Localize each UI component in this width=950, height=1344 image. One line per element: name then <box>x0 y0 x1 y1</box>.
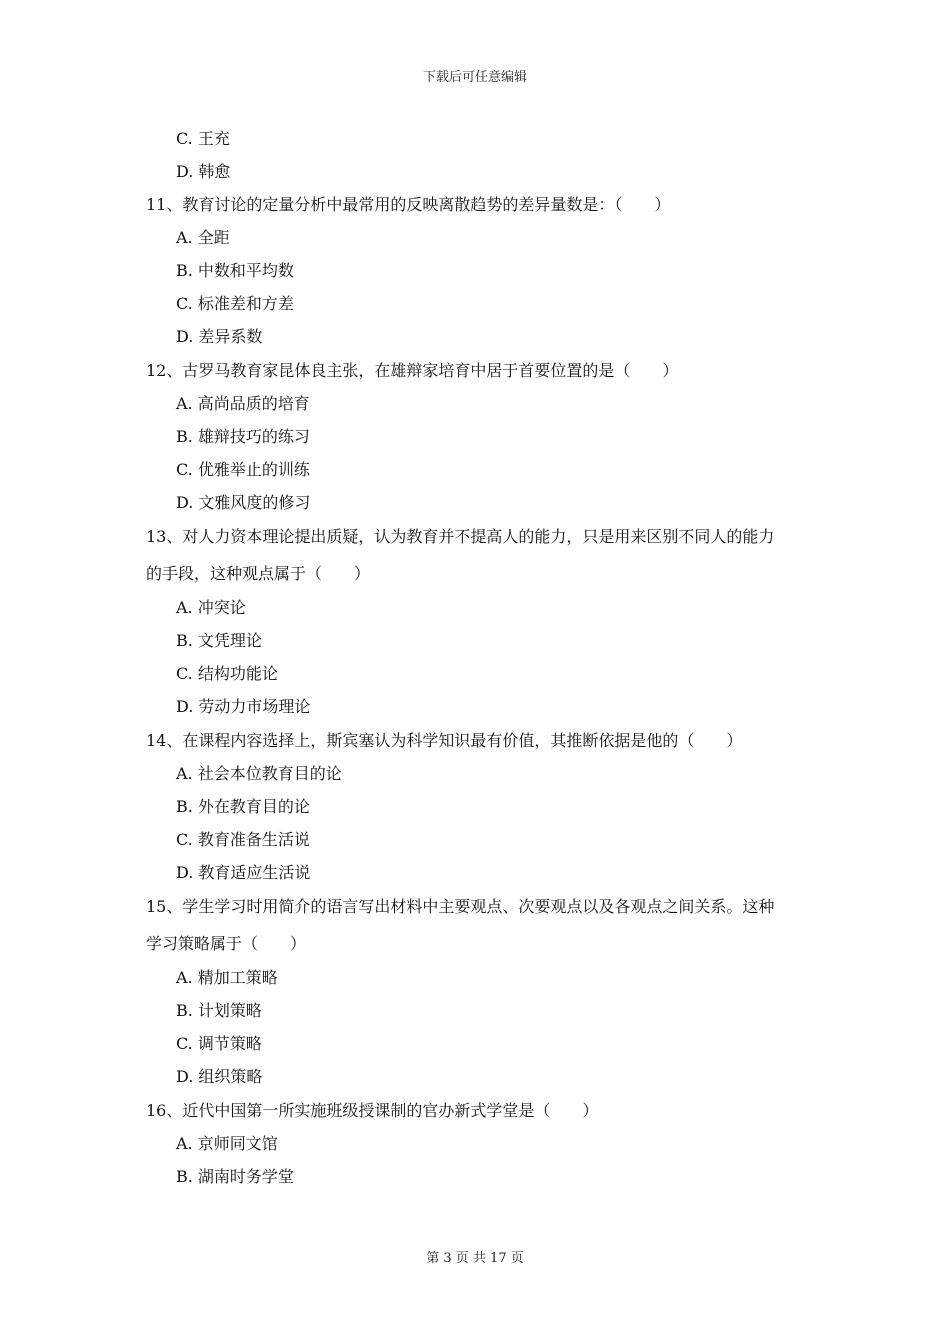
option-line: A. 全距 <box>176 228 230 247</box>
question-line: 11、教育讨论的定量分析中最常用的反映离散趋势的差异量数是：（ ） <box>146 195 671 214</box>
option-line: A. 京师同文馆 <box>176 1134 278 1153</box>
option-line: A. 高尚品质的培育 <box>176 394 310 413</box>
option-line: B. 文凭理论 <box>176 631 262 650</box>
option-line: D. 教育适应生活说 <box>176 863 311 882</box>
question-continuation: 的手段，这种观点属于（ ） <box>146 564 371 583</box>
option-line: D. 文雅风度的修习 <box>176 493 311 512</box>
question-line: 15、学生学习时用简介的语言写出材料中主要观点、次要观点以及各观点之间关系。这种 <box>146 897 775 916</box>
option-line: C. 结构功能论 <box>176 664 278 683</box>
option-line: A. 冲突论 <box>176 598 246 617</box>
option-line: C. 优雅举止的训练 <box>176 460 310 479</box>
option-line: A. 社会本位教育目的论 <box>176 764 342 783</box>
option-line: D. 韩愈 <box>176 162 231 181</box>
question-line: 16、近代中国第一所实施班级授课制的官办新式学堂是（ ） <box>146 1101 599 1120</box>
option-line: B. 中数和平均数 <box>176 261 294 280</box>
option-line: B. 雄辩技巧的练习 <box>176 427 310 446</box>
question-continuation: 学习策略属于（ ） <box>146 934 307 953</box>
option-line: B. 湖南时务学堂 <box>176 1167 294 1186</box>
option-line: D. 劳动力市场理论 <box>176 697 311 716</box>
option-line: B. 计划策略 <box>176 1001 262 1020</box>
option-line: C. 王充 <box>176 129 230 148</box>
page-footer: 第 3 页 共 17 页 <box>426 1251 524 1266</box>
option-line: A. 精加工策略 <box>176 968 278 987</box>
question-line: 14、在课程内容选择上，斯宾塞认为科学知识最有价值，其推断依据是他的（ ） <box>146 731 743 750</box>
page-header: 下载后可任意编辑 <box>422 70 527 85</box>
option-line: C. 调节策略 <box>176 1034 262 1053</box>
question-line: 12、古罗马教育家昆体良主张，在雄辩家培育中居于首要位置的是（ ） <box>146 361 679 380</box>
option-line: D. 组织策略 <box>176 1067 263 1086</box>
option-line: C. 教育准备生活说 <box>176 830 310 849</box>
question-line: 13、对人力资本理论提出质疑，认为教育并不提高人的能力，只是用来区别不同人的能力 <box>146 527 775 546</box>
option-line: C. 标准差和方差 <box>176 294 294 313</box>
option-line: B. 外在教育目的论 <box>176 797 310 816</box>
option-line: D. 差异系数 <box>176 327 263 346</box>
